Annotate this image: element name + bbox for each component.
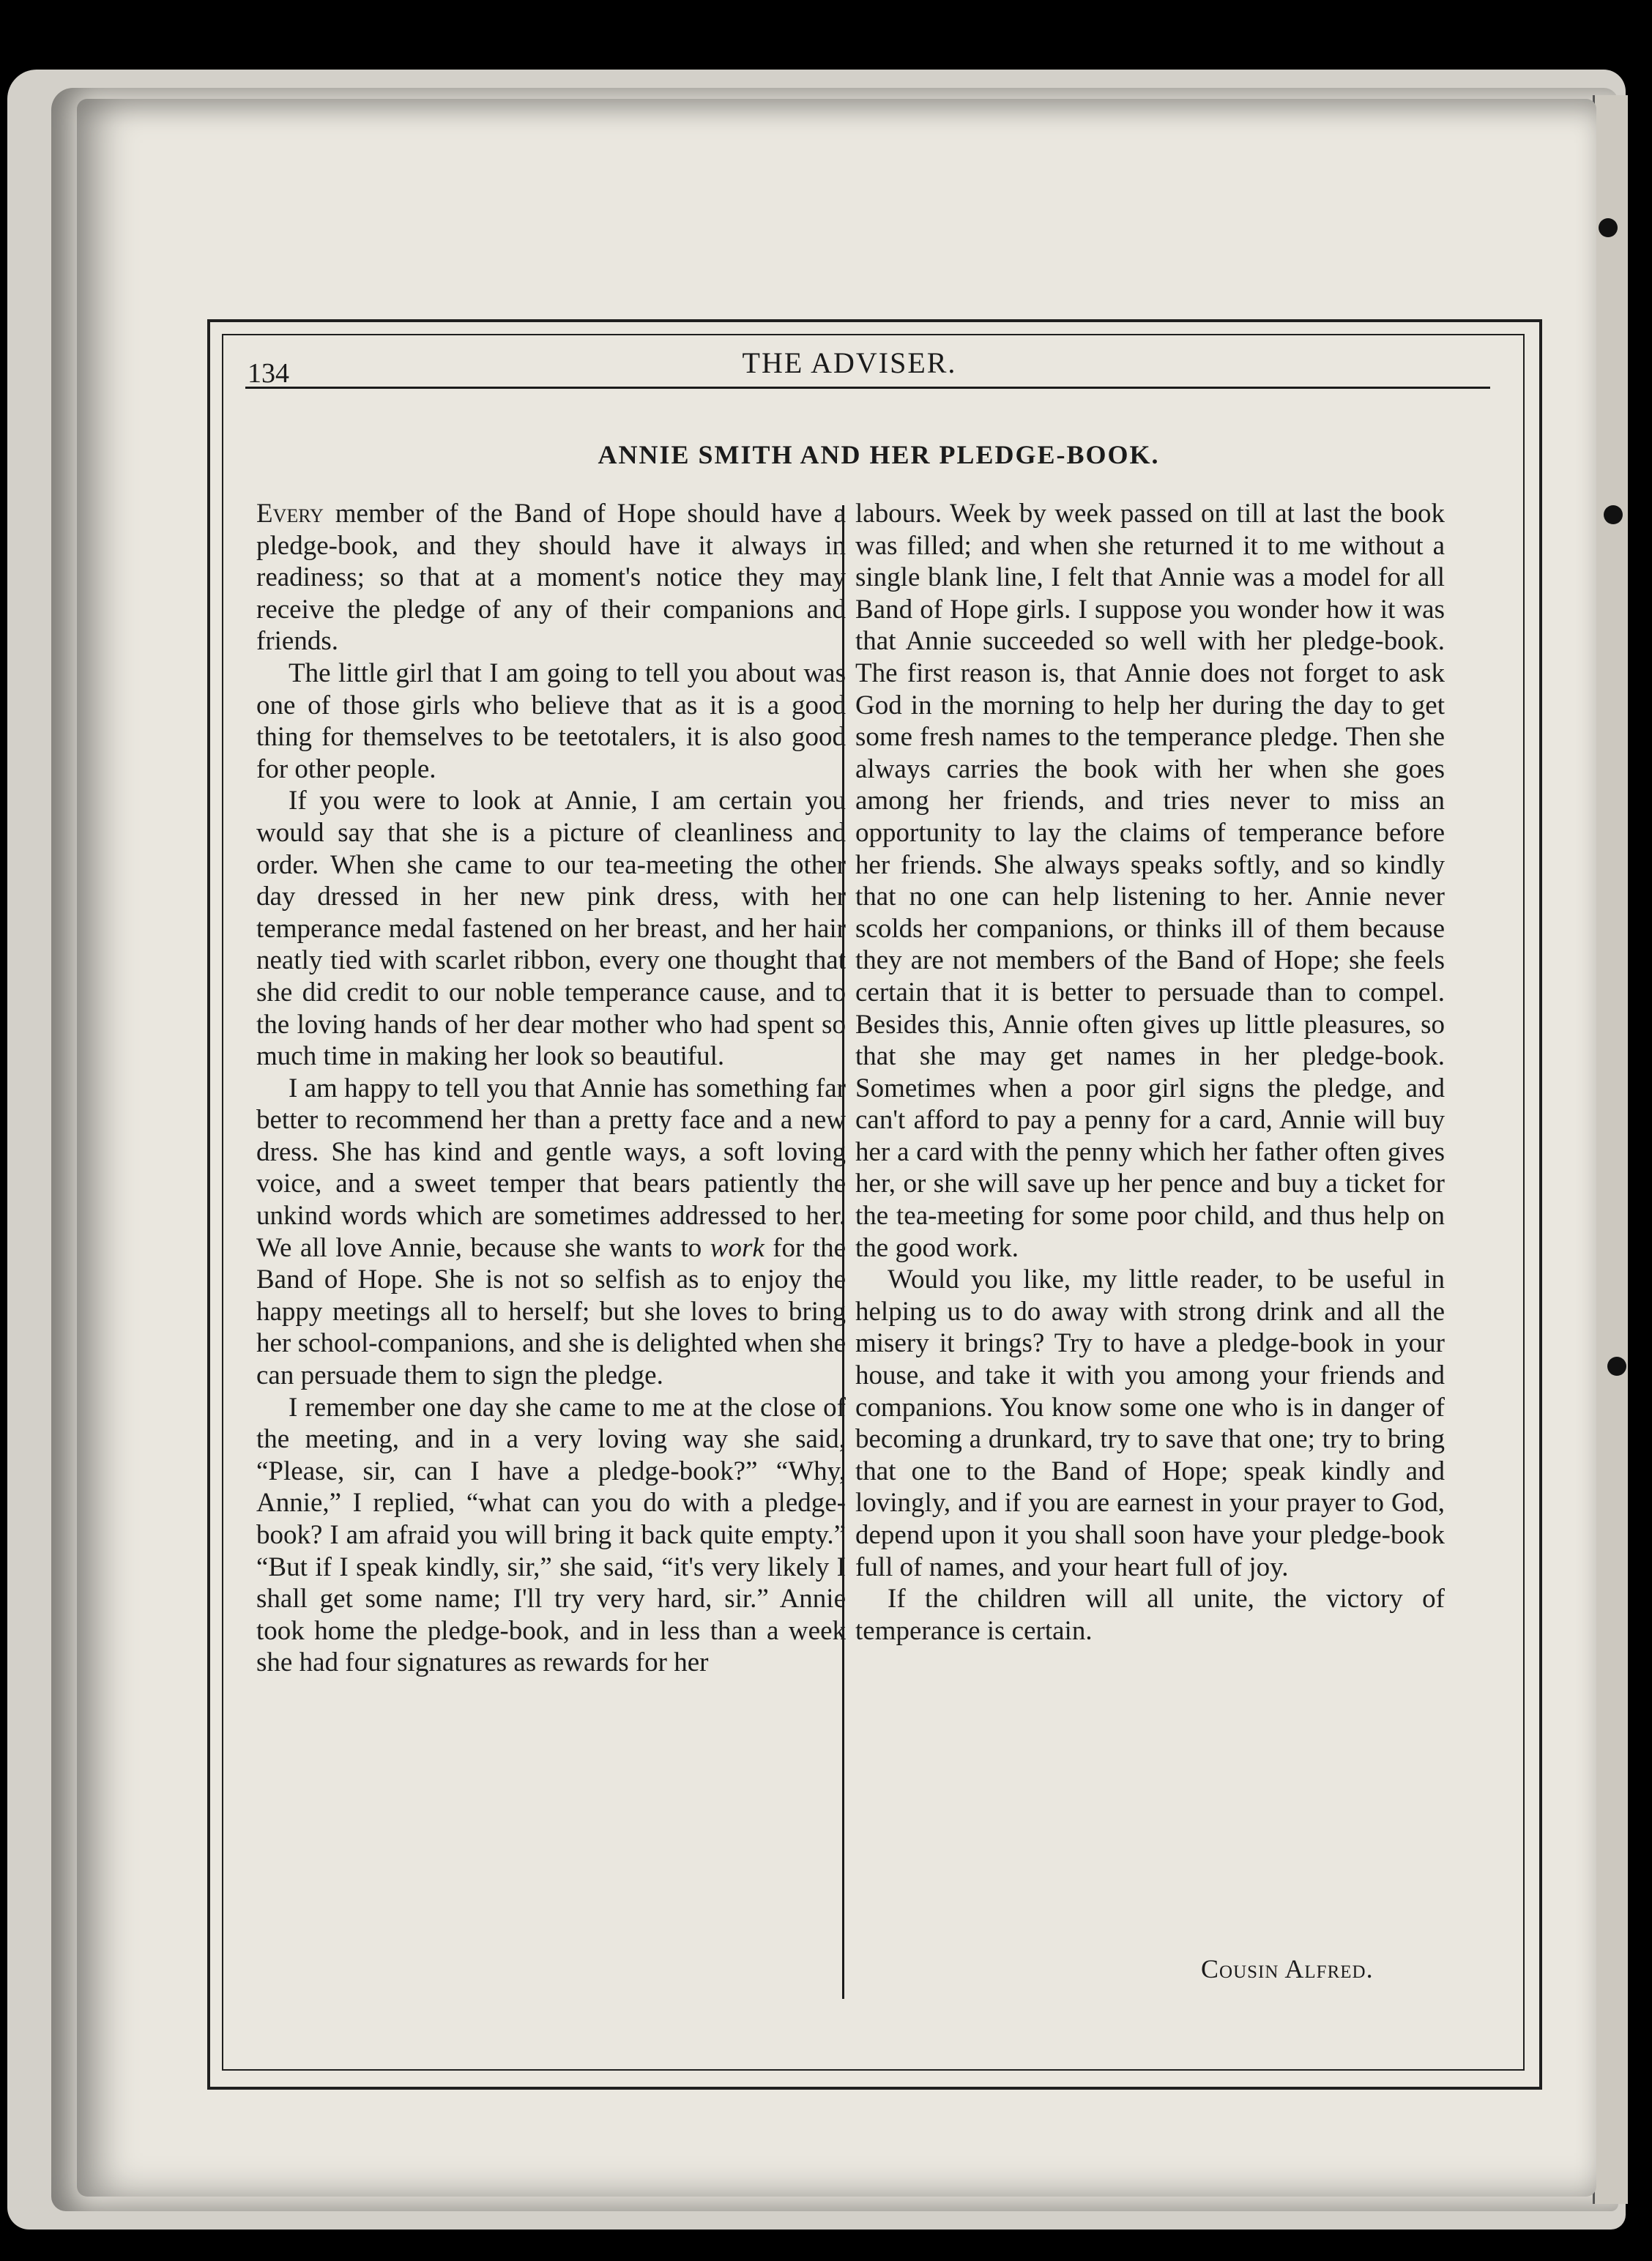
paragraph (256, 1073, 846, 1392)
page-edge-right (1593, 95, 1628, 2204)
binding-mark-icon (1607, 1357, 1626, 1376)
right-column (855, 498, 1445, 1647)
paragraph: I remember one day she came to me at the close of the meeting, and in a very loving way she said, “Please, sir, can I have a pledge-book?” “Why, Annie,” I replied, “what can you do with a pledge-book? I am afraid you will bring it back quite empty.” “But if I speak kindly, sir,” she said, “it's very likely I shall get some name; I'll try very hard, sir.” Annie took home the pledge-book, and in less than a week she had four signatures as rewards for her (256, 1392, 846, 1678)
paragraph-text: I am happy to tell you that Annie has something far better to recommend her than a pretty face and a new dress. She has kind and gentle ways, a soft loving voice, and a sweet temper that bears patiently the unkind words which are sometimes addressed to her. We all love Annie, because she wants to (256, 1073, 846, 1263)
paragraph: The little girl that I am going to tell you about was one of those girls who believe that as it is a good thing for themselves to be teetotalers, it is also good for other people. (256, 658, 846, 784)
page-number: 134 (248, 358, 289, 389)
paragraph: labours. Week by week passed on till at last the book was filled; and when she returned it to me without a single blank line, I felt that Annie was a model for all Band of Hope girls. I suppose you wonder how it was that Annie succeeded so well with her pledge-book. The first reason is, that Annie does not forget to ask God in the morning to help her during the day to get some fresh names to the temperance pledge. Then she always carries the book with her when she goes among her friends, and tries never to miss an opportunity to lay the claims of temperance before her friends. She always speaks softly, and so kindly that no one can help listening to her. Annie never scolds her companions, or thinks ill of them because they are not members of the Band of Hope; she feels certain that it is better to persuade than to compel. Besides this, Annie often gives up little pleasures, so that she may get names in her pledge-book. Sometimes when a poor girl signs the pledge, and can't afford to pay a penny for a card, Annie will buy her a card with the penny which her father often gives her, or she will save up her pence and buy a ticket for the tea-meeting for some poor child, and thus help on the good work. (855, 499, 1445, 1263)
article-title: ANNIE SMITH AND HER PLEDGE-BOOK. (598, 440, 1160, 469)
binding-mark-icon (1599, 218, 1618, 237)
left-column (256, 498, 846, 1679)
paragraph (256, 498, 846, 658)
author-signature: Cousin Alfred. (1201, 1954, 1374, 1984)
lead-word: Every (256, 499, 324, 529)
running-head: THE ADVISER. (742, 346, 957, 379)
paragraph: Would you like, my little reader, to be useful in helping us to do away with strong drink and all the misery it brings? Try to have a pledge-book in your house, and take it with you among your friends and companions. You know some one who is in danger of becoming a drunkard, try to save that one; try to bring that one to the Band of Hope; speak kindly and lovingly, and if you are earnest in your prayer to God, depend upon it you shall soon have your pledge-book full of names, and your heart full of joy. (855, 1264, 1445, 1582)
paragraph: If the children will all unite, the victory of temperance is certain. (855, 1584, 1445, 1646)
binding-mark-icon (1604, 505, 1623, 524)
paragraph-text: member of the Band of Hope should have a pledge-book, and they should have it always in readiness; so that at a moment's notice they may receive the pledge of any of their companions and friends. (256, 499, 847, 657)
column-rule (842, 505, 844, 1999)
emphasis-text: work (710, 1232, 764, 1263)
paragraph-text: for the Band of Hope. She is not so selfish as to enjoy the happy meetings all to herself; but she loves to bring her school-companions, and she is delighted when she can persuade them to sign the pledge. (256, 1232, 847, 1391)
paragraph: If you were to look at Annie, I am certain you would say that she is a picture of cleanliness and order. When she came to our tea-meeting the other day dressed in her new pink dress, with her temperance medal fastened on her breast, and her hair neatly tied with scarlet ribbon, every one thought that she did credit to our noble temperance cause, and to the loving hands of her dear mother who had spent so much time in making her look so beautiful. (256, 786, 846, 1072)
header-rule (245, 387, 1490, 389)
